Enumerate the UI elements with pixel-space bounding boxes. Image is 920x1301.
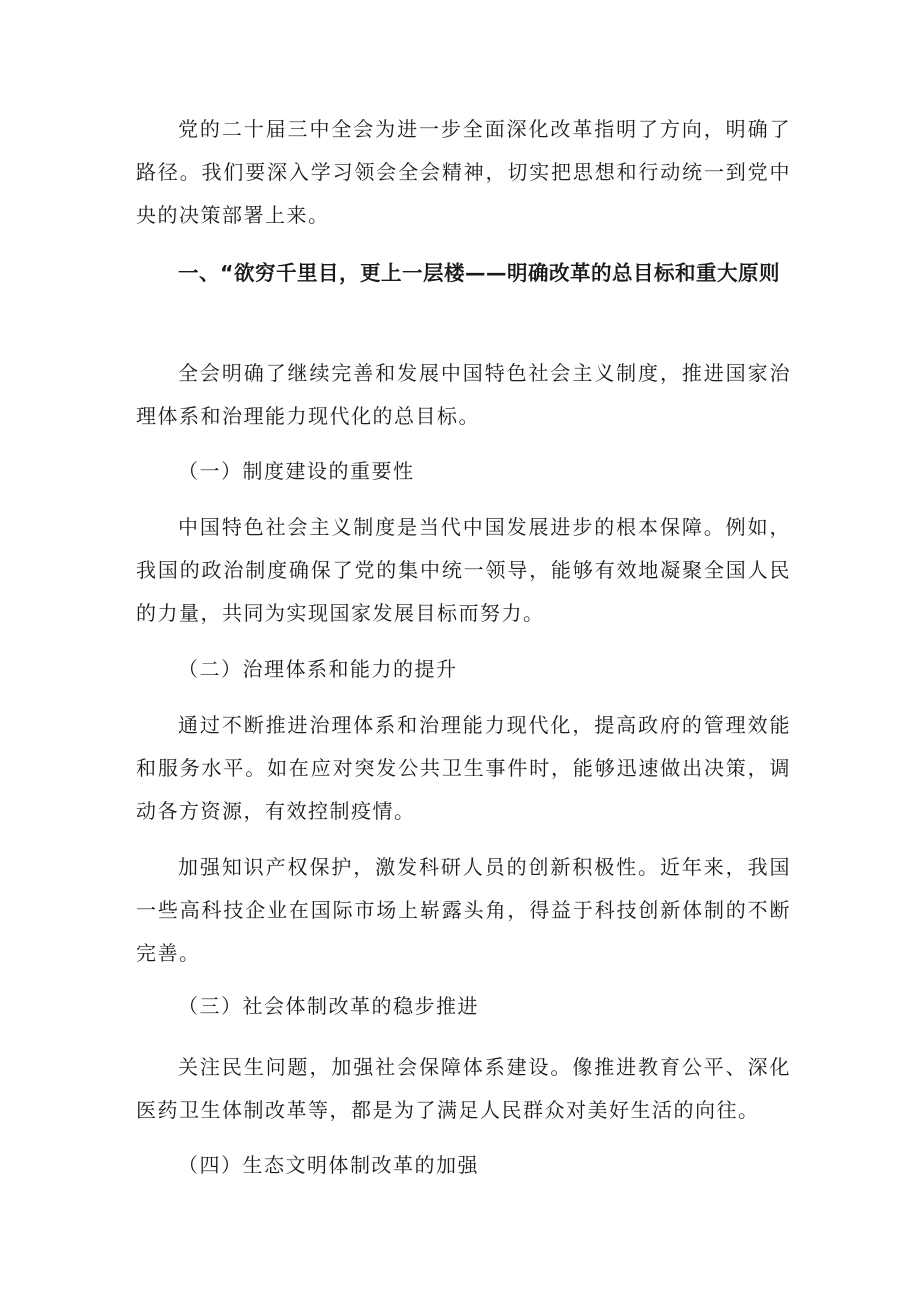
subsection-heading-one: （一）制度建设的重要性 xyxy=(178,459,415,483)
subsection-heading-four: （四）生态文明体制改革的加强 xyxy=(178,1153,479,1177)
paragraph-intro: 党的二十届三中全会为进一步全面深化改革指明了方向，明确了路径。我们要深入学习领会全会精神，切实把思想和行动统一到党中央的决策部署上来。 xyxy=(136,117,791,227)
subsection-heading-two: （二）治理体系和能力的提升 xyxy=(178,657,458,681)
section-heading: 一、“欲穷千里目，更上一层楼——明确改革的总目标和重大原则 xyxy=(178,261,780,285)
paragraph-goal: 全会明确了继续完善和发展中国特色社会主义制度，推进国家治理体系和治理能力现代化的总目标。 xyxy=(136,361,791,428)
paragraph-system: 中国特色社会主义制度是当代中国发展进步的根本保障。例如，我国的政治制度确保了党的集中统一领导，能够有效地凝聚全国人民的力量，共同为实现国家发展目标而努力。 xyxy=(136,515,791,625)
paragraph-ip: 加强知识产权保护，激发科研人员的创新积极性。近年来，我国一些高科技企业在国际市场上崭露头角，得益于科技创新体制的不断完善。 xyxy=(136,855,791,965)
paragraph-social: 关注民生问题，加强社会保障体系建设。像推进教育公平、深化医药卫生体制改革等，都是为了满足人民群众对美好生活的向往。 xyxy=(136,1055,791,1122)
paragraph-governance: 通过不断推进治理体系和治理能力现代化，提高政府的管理效能和服务水平。如在应对突发公共卫生事件时，能够迅速做出决策，调动各方资源，有效控制疫情。 xyxy=(136,713,791,823)
subsection-heading-three: （三）社会体制改革的稳步推进 xyxy=(178,994,479,1018)
